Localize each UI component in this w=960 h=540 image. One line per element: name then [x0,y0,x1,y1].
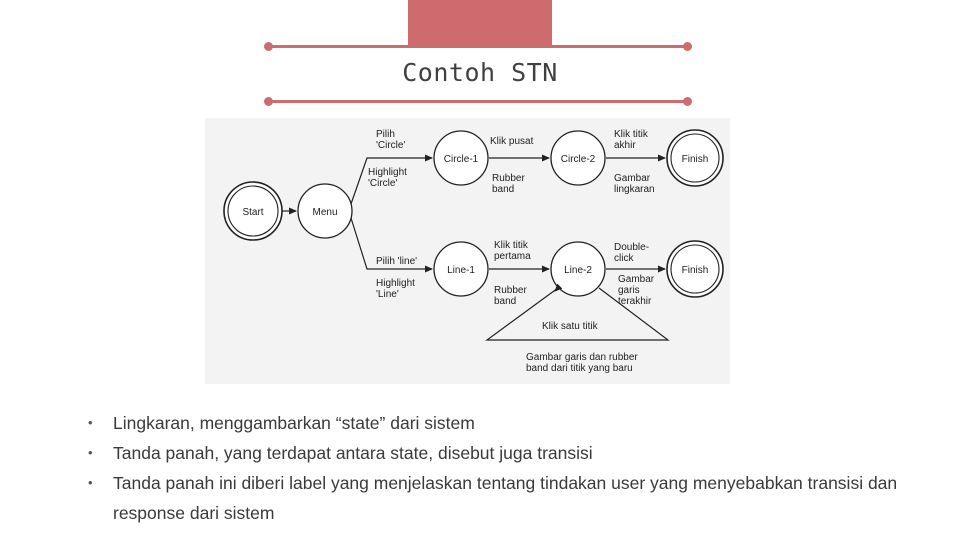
label-rubber-band-top: Rubber band [492,173,525,195]
stn-diagram-svg [205,118,730,384]
label-klik-pusat: Klik pusat [490,136,534,147]
label-klik-satu-titik: Klik satu titik [542,321,598,332]
title-rule-top [268,45,688,48]
bullet-item [88,468,928,528]
label-klik-titik-pertama: Klik titik pertama [494,240,531,262]
state-start-label: Start [242,207,264,218]
state-circle-2-label: Circle-2 [560,154,596,165]
state-finish-top [667,130,723,186]
state-circle-2 [551,131,605,185]
bullet-text: Tanda panah ini diberi label yang menjelaskan tentang tindakan user yang menyebabkan transisi dan response dari sistem [113,473,898,523]
bullet-dot-icon: • [88,415,93,430]
state-circle-1-label: Circle-1 [443,154,479,165]
label-pilih-circle: Pilih 'Circle' [376,129,406,151]
label-highlight-line: Highlight 'Line' [376,278,415,300]
state-circle-1 [434,131,488,185]
stn-diagram [205,118,730,384]
state-menu-label: Menu [312,207,338,218]
top-accent-tab [408,0,552,48]
bullet-text: Lingkaran, menggambarkan “state” dari sistem [113,413,475,433]
label-gambar-garis-terakhir: Gambar garis terakhir [618,274,655,307]
label-klik-titik-akhir: Klik titik akhir [614,129,648,151]
state-line-2 [551,242,605,296]
bullet-text: Tanda panah, yang terdapat antara state, disebut juga transisi [113,443,593,463]
state-menu [298,184,352,238]
arrow-line-2-self-loop-head [555,287,559,291]
label-gambar-garis-rubber: Gambar garis dan rubber band dari titik yang baru [526,352,638,374]
bullet-dot-icon: • [88,445,93,460]
state-line-2-label: Line-2 [564,265,592,276]
slide-title: Contoh STN [402,58,558,87]
bullet-item [88,408,928,438]
bullet-item [88,438,928,468]
state-line-1-label: Line-1 [447,265,475,276]
state-finish-bottom [667,241,723,297]
label-pilih-line: Pilih 'line' [376,256,418,267]
bullet-list [88,408,928,528]
state-finish-bottom-label: Finish [681,265,709,276]
bullet-dot-icon: • [88,475,93,490]
state-line-1 [434,242,488,296]
label-rubber-band-bottom: Rubber band [494,285,527,307]
label-highlight-circle: Highlight 'Circle' [368,167,407,189]
state-finish-top-label: Finish [681,154,709,165]
label-gambar-lingkaran: Gambar lingkaran [614,173,655,195]
label-double-click: Double-click [614,242,650,264]
title-rule-bottom [268,100,688,103]
state-start [224,182,282,240]
